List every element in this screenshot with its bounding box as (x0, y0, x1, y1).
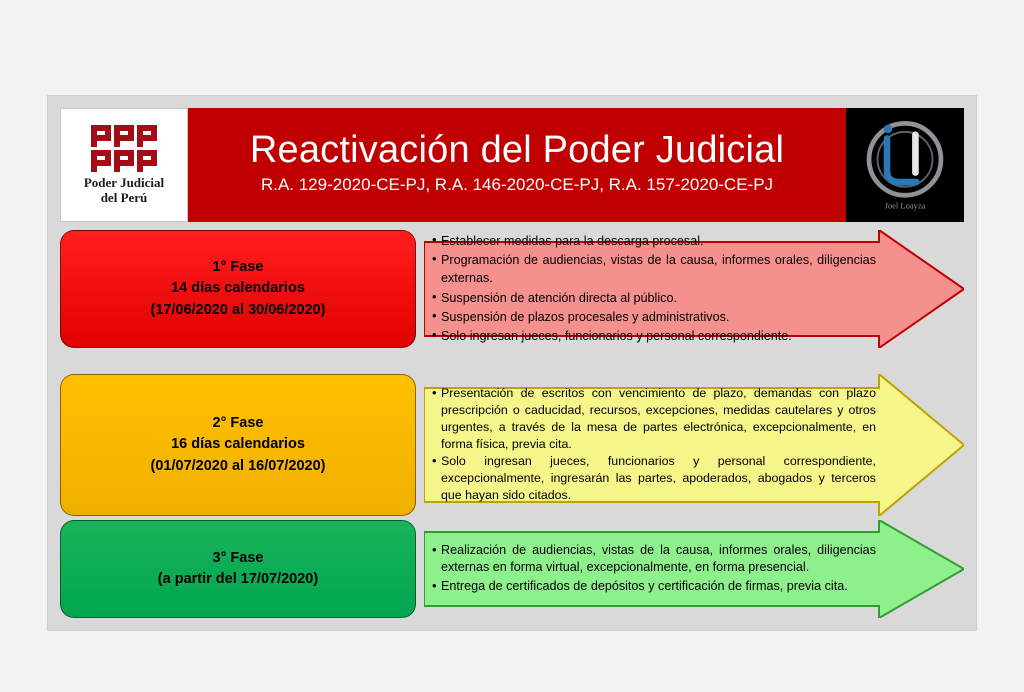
phase-3-dates: (a partir del 17/07/2020) (157, 571, 319, 587)
phase-row-2 (60, 374, 964, 516)
phase-2-box (60, 374, 416, 516)
phase-1-title: 1° Fase (212, 259, 264, 276)
phase-3-box (60, 520, 416, 618)
logo-label-line2: del Perú (100, 189, 148, 205)
page-subtitle: R.A. 129-2020-CE-PJ, R.A. 146-2020-CE-PJ, R.A. 157-2020-CE-PJ (260, 174, 774, 194)
list-item: • Establecer medidas para la descarga procesal. (432, 232, 876, 250)
page-title: Reactivación del Poder Judicial (249, 129, 785, 172)
phase-2-title: 2° Fase (212, 415, 264, 432)
phase-1-bullet-list (432, 232, 876, 347)
poster-canvas (48, 96, 976, 630)
phase-2-arrow (424, 374, 964, 516)
phase-1-dates: (17/06/2020 al 30/06/2020) (150, 301, 326, 318)
phase-2-bullet-list (432, 385, 876, 505)
list-item: • Presentación de escritos con vencimiento de plazo, demandas con plazo prescripción o caducidad, recursos, excepciones, medidas cautelares y otros urgentes, a través de la mesa de partes electrónica, excepcionalmente, en forma física, previa cita. (432, 385, 876, 452)
list-item: • Programación de audiencias, vistas de la causa, informes orales, diligencias externas. (432, 251, 876, 288)
phase-1-arrow (424, 230, 964, 348)
phase-3-arrow (424, 520, 964, 618)
svg-text:Joel Loayza: Joel Loayza (884, 200, 926, 211)
poder-judicial-emblem-icon (91, 125, 157, 172)
phase-3-content (432, 522, 876, 616)
list-item: • Solo ingresan jueces, funcionarios y personal correspondiente, excepcionalmente, ingresarán las partes, apoderados, abogados y terceros que hayan sido citados. (432, 453, 876, 504)
poder-judicial-logo (60, 108, 188, 222)
phase-row-3 (60, 520, 964, 618)
list-item: • Realización de audiencias, vistas de la causa, informes orales, diligencias externas en forma virtual, excepcionalmente, en forma presencial. (432, 542, 876, 577)
phase-1-content (432, 232, 876, 346)
phase-3-title: 3° Fase (212, 549, 264, 566)
phase-2-dates: (01/07/2020 al 16/07/2020) (150, 457, 326, 474)
phase-2-content (432, 376, 876, 514)
phase-1-box (60, 230, 416, 348)
author-logo (846, 108, 964, 222)
joel-loayza-monogram-icon (849, 112, 961, 218)
list-item: • Suspensión de plazos procesales y administrativos. (432, 308, 876, 326)
list-item: • Suspensión de atención directa al público. (432, 289, 876, 307)
phase-2-duration: 16 días calendarios (171, 436, 305, 453)
logo-label-line1: Poder Judicial (83, 174, 165, 190)
list-item: • Solo ingresan jueces, funcionarios y personal correspondiente. (432, 327, 876, 345)
list-item: • Entrega de certificados de depósitos y certificación de firmas, previa cita. (432, 578, 876, 596)
poster-header (60, 108, 964, 222)
phase-3-bullet-list (432, 542, 876, 597)
phase-1-duration: 14 días calendarios (171, 280, 305, 297)
header-title-band (188, 108, 846, 222)
phase-row-1 (60, 230, 964, 348)
